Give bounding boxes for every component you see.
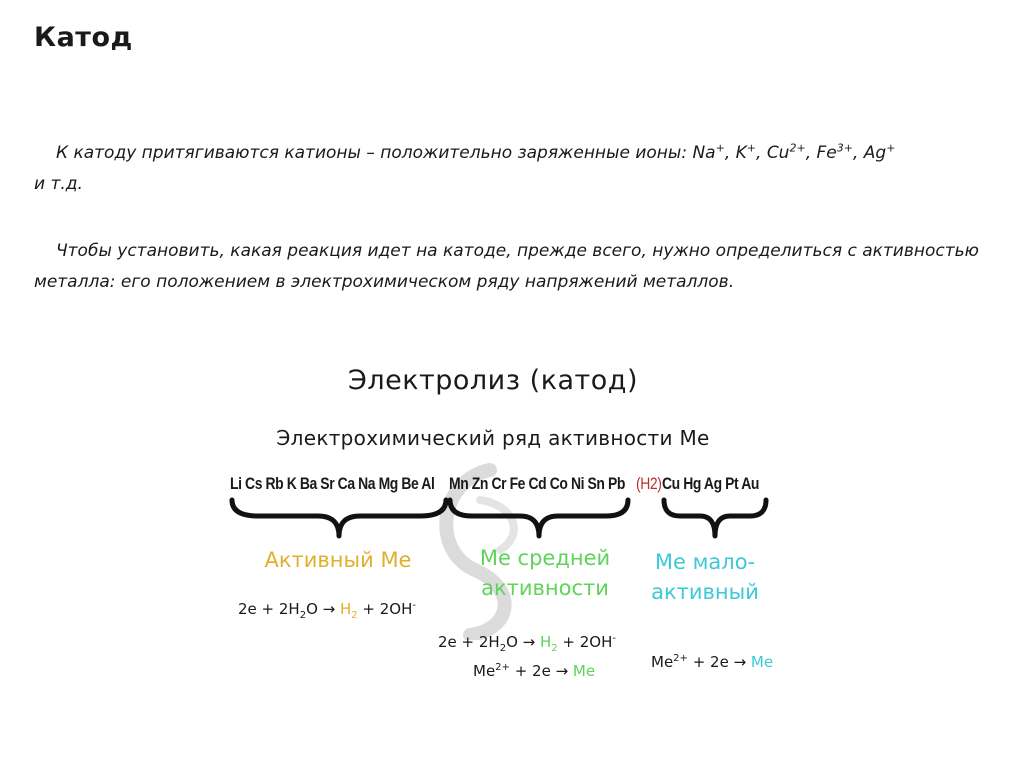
equation-medium-metal [473,662,595,680]
paragraph-cations-lead: К катоду притягиваются катионы – положительно заряженные ионы: [56,143,693,163]
paragraph-reaction-text: Чтобы установить, какая реакция идет на катоде, прежде всего, нужно определиться с активностью металла: его положением в электрохимическом ряду напряжений металлов. [34,241,979,292]
series-hydrogen [636,474,661,494]
eq-text: 2e + 2H [438,633,500,651]
eq-sup: 2+ [495,662,510,673]
charge-k: + [746,141,756,155]
ion-k: K [735,143,747,163]
charge-fe: 3+ [836,141,853,155]
ion-cu: Cu [766,143,790,163]
slide-title: Катод [34,22,133,53]
eq-sup: - [412,600,416,611]
eq-text: H [540,633,552,651]
eq-sup: 2+ [673,653,688,664]
eq-text: O → [506,633,540,651]
eq-text: 2e + 2H [238,600,300,618]
ion-fe: Fe [816,143,837,163]
charge-cu: 2+ [789,141,806,155]
paragraph-cations: К катоду притягиваются катионы – положительно заряженные ионы: Na+, K+, $Cu^{2+}$, $Fe^{3+}$, Ag+ и т.д. [34,141,896,194]
series-low-metals: Cu Hg Ag Pt Au [662,474,759,493]
charge-na: + [715,141,725,155]
eq-text: + 2e → [509,662,573,680]
brace-low [660,496,770,544]
diagram-heading: Электролиз (катод) [348,365,638,396]
eq-sub: 2 [351,610,358,621]
eq-sub: 2 [299,610,307,621]
group-label-medium [470,543,620,603]
eq-product-metal: Me [572,662,596,680]
group-label-medium-line1: Me средней [479,546,611,570]
ion-ag: Ag [863,143,887,163]
equation-low-metal [651,653,773,671]
equation-medium-water [438,633,616,654]
eq-sup: - [612,633,616,644]
eq-sub: 2 [551,643,558,654]
eq-text: Me [473,662,496,680]
series-medium-metals: Mn Zn Cr Fe Cd Co Ni Sn Pb [449,474,625,493]
group-label-low-line2: активный [651,580,759,604]
ion-na: Na [692,143,716,163]
hydrogen-label: (H2) [636,474,662,493]
brace-medium [446,496,632,544]
eq-text: O → [306,600,340,618]
eq-text: + 2OH [357,600,413,618]
eq-product-h2 [340,600,358,621]
eq-sub: 2 [499,643,507,654]
brace-active [228,496,450,544]
diagram-subheading: Электрохимический ряд активности Me [276,426,710,450]
group-label-low [640,547,770,607]
eq-text: H [340,600,352,618]
eq-text: + 2OH [557,633,613,651]
eq-text: + 2e → [687,653,751,671]
series-active-metals: Li Cs Rb K Ba Sr Ca Na Mg Be Al [230,474,435,493]
paragraph-cations-tail: и т.д. [34,174,83,194]
eq-product-metal: Me [750,653,774,671]
eq-text: Me [651,653,674,671]
eq-product-h2 [540,633,558,654]
charge-ag: + [886,141,896,155]
paragraph-reaction [34,236,994,298]
group-label-active: Активный Me [264,548,412,572]
group-label-low-line1: Me мало- [654,550,756,574]
equation-active [238,600,416,621]
group-label-medium-line2: активности [481,576,609,600]
